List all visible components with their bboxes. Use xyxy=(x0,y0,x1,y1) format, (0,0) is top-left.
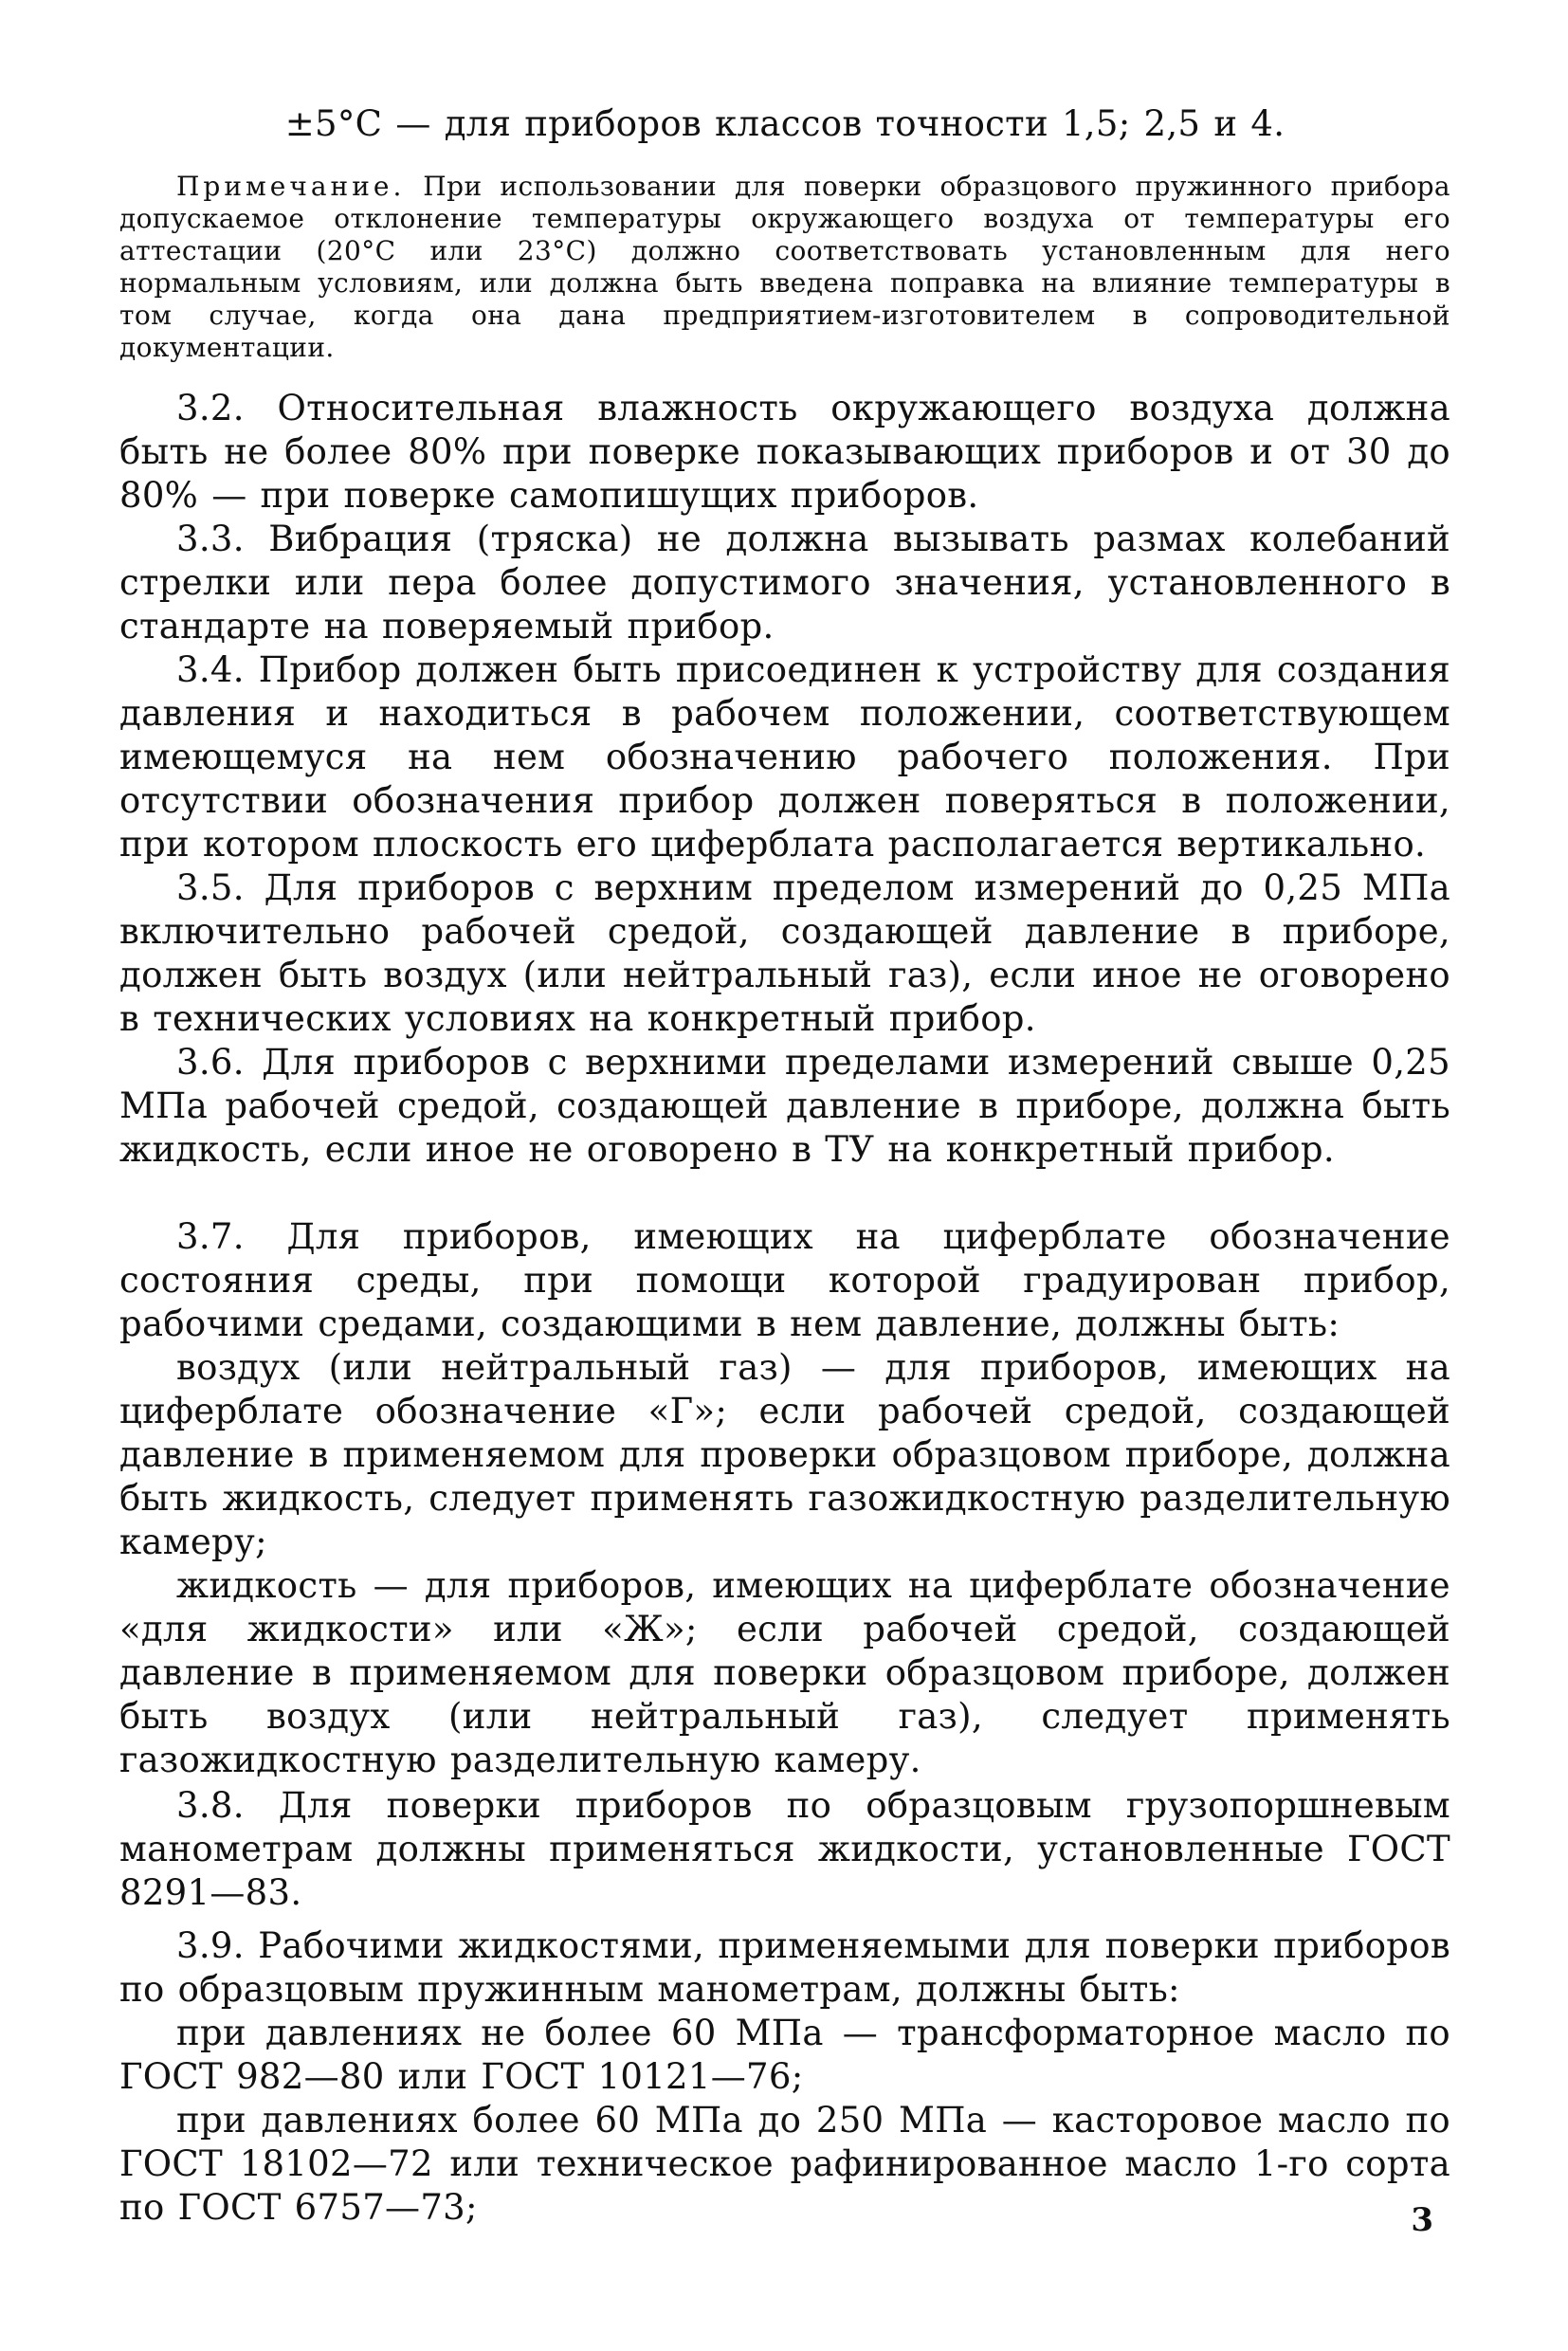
paragraph-3-8: 3.8. Для поверки приборов по образцовым грузопоршневым манометрам должны применяться жидкости, установленные ГОСТ 8291—83. xyxy=(119,1785,1450,1913)
page-number: 3 xyxy=(1411,2201,1433,2239)
paragraph-3-9: 3.9. Рабочими жидкостями, применяемыми для поверки приборов по образцовым пружинным манометрам, должны быть: xyxy=(119,1925,1450,2010)
paragraph-3-5: 3.5. Для приборов с верхним пределом измерений до 0,25 МПа включительно рабочей средой, создающей давление в приборе, должен быть воздух (или нейтральный газ), если иное не оговорено в технических условиях на конкретный прибор. xyxy=(119,867,1450,1039)
header-line: ±5°C — для приборов классов точности 1,5; 2,5 и 4. xyxy=(284,103,1285,144)
paragraph-3-7: 3.7. Для приборов, имеющих на циферблате обозначение состояния среды, при помощи которой градуирован прибор, рабочими средами, создающими в нем давление, должны быть: xyxy=(119,1216,1450,1344)
note-label: Примечание. xyxy=(176,171,406,202)
note xyxy=(119,171,1450,364)
paragraph-3-9-high-pressure: при давлениях более 60 МПа до 250 МПа — касторовое масло по ГОСТ 18102—72 или техническое рафинированное масло 1-го сорта по ГОСТ 6757—73; xyxy=(119,2100,1450,2228)
paragraph-3-6: 3.6. Для приборов с верхними пределами измерений свыше 0,25 МПа рабочей средой, создающей давление в приборе, должна быть жидкость, если иное не оговорено в ТУ на конкретный прибор. xyxy=(119,1042,1450,1170)
paragraph-3-4: 3.4. Прибор должен быть присоединен к устройству для создания давления и находиться в рабочем положении, соответствующем имеющемуся на нем обозначению рабочего положения. При отсутствии обозначения прибор должен поверяться в положении, при котором плоскость его циферблата располагается вертикально. xyxy=(119,649,1450,865)
paragraph-3-3: 3.3. Вибрация (тряска) не должна вызывать размах колебаний стрелки или пера более допустимого значения, установленного в стандарте на поверяемый прибор. xyxy=(119,519,1450,647)
paragraph-3-9-low-pressure: при давлениях не более 60 МПа — трансформаторное масло по ГОСТ 982—80 или ГОСТ 10121—76; xyxy=(119,2013,1450,2097)
paragraph-3-7-liquid: жидкость — для приборов, имеющих на циферблате обозначение «для жидкости» или «Ж»; если рабочей средой, создающей давление в применяемом для поверки образцовом приборе, должен быть воздух (или нейтральный газ), следует применять газожидкостную разделительную камеру. xyxy=(119,1565,1450,1780)
paragraph-3-7-air: воздух (или нейтральный газ) — для приборов, имеющих на циферблате обозначение «Г»; если рабочей средой, создающей давление в применяемом для проверки образцовом приборе, должна быть жидкость, следует применять газожидкостную разделительную камеру; xyxy=(119,1347,1450,1562)
paragraph-3-2: 3.2. Относительная влажность окружающего воздуха должна быть не более 80% при поверке показывающих приборов и от 30 до 80% — при поверке самопишущих приборов. xyxy=(119,388,1450,516)
note-text: При использовании для поверки образцового пружинного прибора допускаемое отклонение температуры окружающего воздуха от температуры его аттестации (20°С или 23°С) должно соответствовать установленным для него нормальным условиям, или должна быть введена поправка на влияние температуры в том случае, когда она дана предприятием-изготовителем в сопроводительной документации. xyxy=(119,171,1450,363)
